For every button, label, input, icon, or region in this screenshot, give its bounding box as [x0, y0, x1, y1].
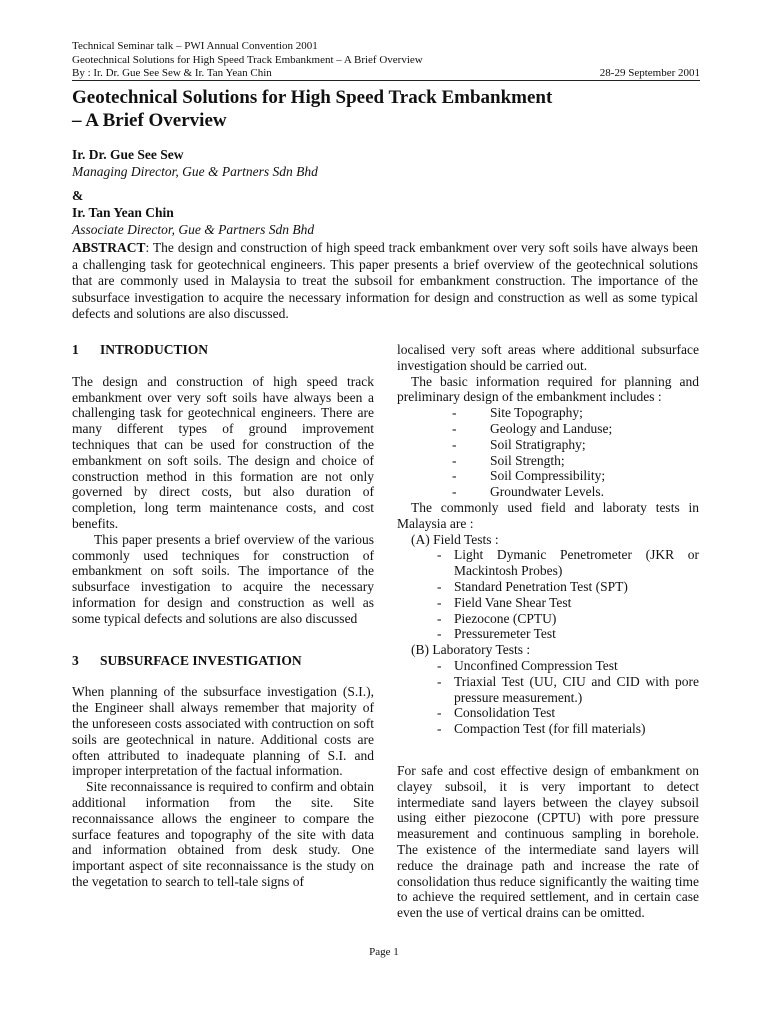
list-item: - Light Dymanic Penetrometer (JKR or Mackintosh Probes): [437, 547, 699, 579]
title-line-2: – A Brief Overview: [72, 110, 227, 131]
paper-title: [72, 86, 700, 132]
author-block: [72, 146, 700, 238]
si-paragraph-1: When planning of the subsurface investigation (S.I.), the Engineer shall always remember that majority of the unforeseen costs associated with contruction on soft soils are geotechnical in nature. Additional costs are often attributed to inadequate planning of S.I. and improper interpretation of the factual information.: [72, 684, 374, 779]
lab-tests-list: [397, 658, 699, 737]
header-authors: By : Ir. Dr. Gue See Sew & Ir. Tan Yean Chin: [72, 67, 272, 79]
author-2-name: Ir. Tan Yean Chin: [72, 205, 174, 220]
list-item: - Consolidation Test: [437, 705, 556, 721]
running-header: [72, 40, 700, 81]
header-date: 28-29 September 2001: [599, 67, 700, 79]
author-1-role: Managing Director, Gue & Partners Sdn Bhd: [72, 164, 318, 179]
intro-paragraph-2: This paper presents a brief overview of the various commonly used techniques for construction of embankment on soft soils. The importance of the subsurface investigation to acquire the necessary information for design and construction as well as some typical defects and solutions are also discussed: [72, 531, 374, 626]
author-2-role: Associate Director, Gue & Partners Sdn Bhd: [72, 222, 315, 237]
abstract-label: ABSTRACT: [72, 240, 146, 255]
list-item: - Standard Penetration Test (SPT): [437, 578, 628, 594]
list-item: - Geology and Landuse;: [452, 420, 613, 436]
sand-layer-paragraph: For safe and cost effective design of embankment on clayey subsoil, it is very important to detect intermediate sand layers between the clayey subsoil using either piezocone (CPTU) with pore pressure measurement and continuous sampling in borehole. The existence of the intermediate sand layers will reduce the drainage path and increase the rate of consolidation thus reduce significantly the waiting time to achieve the required settlement, and in certain case even the use of vertical drains can be omitted.: [397, 762, 699, 921]
list-item: - Soil Strength;: [452, 452, 565, 468]
field-tests-label: (A) Field Tests :: [411, 531, 499, 547]
field-tests-list: [397, 547, 699, 642]
lab-tests-label: (B) Laboratory Tests :: [411, 642, 531, 658]
abstract: [72, 240, 698, 323]
basic-info-intro: The basic information required for planning and preliminary design of the embankment includes :: [397, 373, 699, 405]
section-1-number: 1: [72, 342, 79, 357]
list-item: - Unconfined Compression Test: [437, 657, 618, 673]
page-number: Page 1: [369, 946, 399, 958]
abstract-text: : The design and construction of high speed track embankment over very soft soils have always been a challenging task for geotechnical engineers. This paper presents a brief overview of the geotechnical solutions that are commonly used in Malaysia to treat the subsoil for embankment construction. The importance of the subsurface investigation to acquire the necessary information for design and construction as well as some typical defects and solutions are also discussed.: [72, 240, 698, 321]
tests-intro: The commonly used field and laboraty tests in Malaysia are :: [397, 499, 699, 531]
section-1-title: INTRODUCTION: [100, 342, 209, 357]
header-line-1: Technical Seminar talk – PWI Annual Convention 2001: [72, 40, 318, 52]
paragraph-gap: [397, 737, 699, 763]
list-item: - Soil Compressibility;: [452, 468, 606, 484]
right-column: [397, 342, 699, 921]
section-3-title: SUBSURFACE INVESTIGATION: [100, 652, 302, 668]
list-item: - Pressuremeter Test: [437, 626, 556, 642]
section-3-number: 3: [72, 652, 79, 668]
author-1-name: Ir. Dr. Gue See Sew: [72, 147, 184, 162]
header-line-3: [72, 67, 700, 81]
section-3-heading: [72, 653, 374, 669]
title-line-1: Geotechnical Solutions for High Speed Track Embankment: [72, 87, 553, 108]
list-item: - Groundwater Levels.: [452, 484, 604, 500]
list-item: - Piezocone (CPTU): [437, 610, 557, 626]
header-divider: [72, 80, 700, 81]
header-line-2: Geotechnical Solutions for High Speed Track Embankment – A Brief Overview: [72, 53, 423, 66]
basic-info-list: [397, 405, 699, 500]
si-paragraph-2: Site reconnaissance is required to confirm and obtain additional information from the site. Site reconnaissance allows the engineer to compare the surface features and topography of the site with data and information obtained from desk study. One important aspect of site reconnaissance is the study on the vegetation to search to tell-tale signs of: [72, 779, 374, 889]
intro-paragraph-1: The design and construction of high speed track embankment over very soft soils have always been a challenging task for geotechnical engineers. There are many different types of ground improvement techniques that can be used for construction of the embankment on soft soils. The design and choice of construction method in this formation are not only governed by direct costs, but also duration of completion, long term maintenance costs, and cost benefits.: [72, 373, 374, 531]
section-1-heading: [72, 342, 374, 358]
list-item: - Triaxial Test (UU, CIU and CID with pore pressure measurement.): [437, 673, 699, 705]
author-separator: &: [72, 188, 84, 203]
list-item: - Compaction Test (for fill materials): [437, 721, 646, 737]
section-gap: [72, 627, 374, 653]
list-item: - Soil Stratigraphy;: [452, 436, 586, 452]
list-item: - Field Vane Shear Test: [437, 594, 572, 610]
si-continuation: localised very soft areas where additional subsurface investigation should be carried out.: [397, 342, 699, 373]
left-column: [72, 342, 374, 890]
list-item: - Site Topography;: [452, 405, 583, 421]
